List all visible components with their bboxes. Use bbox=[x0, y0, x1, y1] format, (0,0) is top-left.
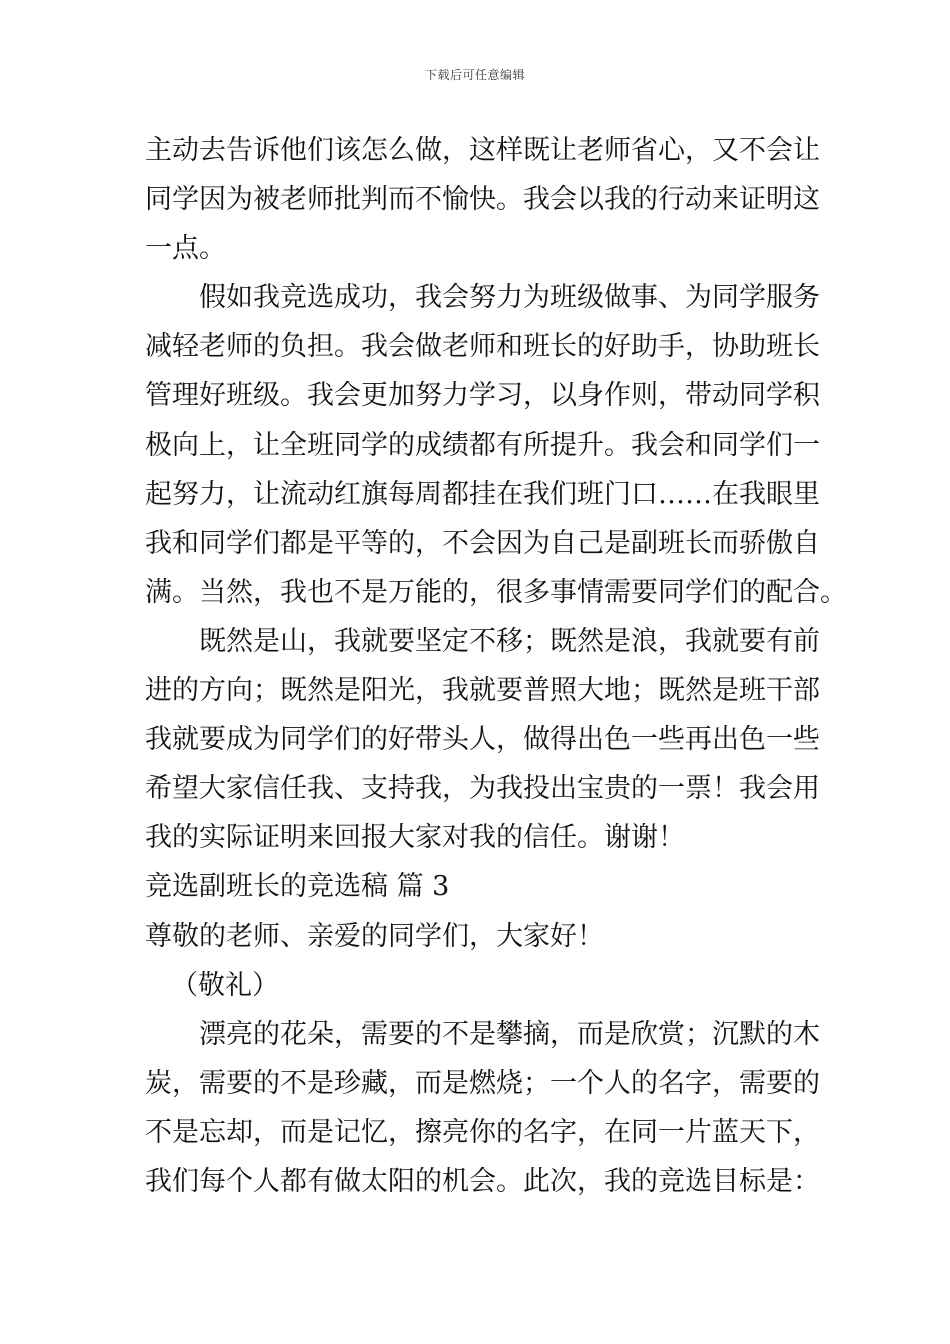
page-header: 下载后可任意编辑 bbox=[424, 68, 525, 82]
text-line: 我就要成为同学们的好带头人，做得出色一些再出色一些 bbox=[145, 724, 820, 756]
text-line: 我的实际证明来回报大家对我的信任。谢谢！ bbox=[145, 822, 685, 854]
text-line: 满。当然，我也不是万能的，很多事情需要同学们的配合。 bbox=[145, 576, 847, 608]
text-line: 减轻老师的负担。我会做老师和班长的好助手，协助班长 bbox=[145, 331, 820, 363]
text-line: 同学因为被老师批判而不愉快。我会以我的行动来证明这 bbox=[145, 184, 820, 216]
text-line: 不是忘却，而是记忆，擦亮你的名字，在同一片蓝天下， bbox=[145, 1116, 820, 1148]
text-line: 起努力，让流动红旗每周都挂在我们班门口……在我眼里 bbox=[145, 478, 820, 510]
text-line: 极向上，让全班同学的成绩都有所提升。我会和同学们一 bbox=[145, 429, 820, 461]
text-line: 一点。 bbox=[145, 233, 226, 265]
text-line: 我们每个人都有做太阳的机会。此次，我的竞选目标是： bbox=[145, 1165, 820, 1197]
text-line: 我和同学们都是平等的，不会因为自己是副班长而骄傲自 bbox=[145, 527, 820, 559]
text-line: 管理好班级。我会更加努力学习，以身作则，带动同学积 bbox=[145, 380, 820, 412]
stage-direction: （敬礼） bbox=[171, 969, 279, 1001]
document-body bbox=[145, 126, 847, 1206]
text-line: 漂亮的花朵，需要的不是攀摘，而是欣赏；沉默的木 bbox=[199, 1018, 820, 1050]
text-line: 炭，需要的不是珍藏，而是燃烧；一个人的名字，需要的 bbox=[145, 1067, 820, 1099]
text-line: 进的方向；既然是阳光，我就要普照大地；既然是班干部 bbox=[145, 675, 820, 707]
text-line: 主动去告诉他们该怎么做，这样既让老师省心，又不会让 bbox=[145, 135, 820, 166]
text-line: 假如我竞选成功，我会努力为班级做事、为同学服务 bbox=[199, 282, 820, 314]
section-heading: 竞选副班长的竞选稿 篇 3 bbox=[145, 871, 450, 903]
text-line: 希望大家信任我、支持我，为我投出宝贵的一票！我会用 bbox=[145, 773, 820, 805]
salutation: 尊敬的老师、亲爱的同学们，大家好！ bbox=[145, 920, 604, 952]
text-line: 既然是山，我就要坚定不移；既然是浪，我就要有前 bbox=[199, 625, 820, 657]
